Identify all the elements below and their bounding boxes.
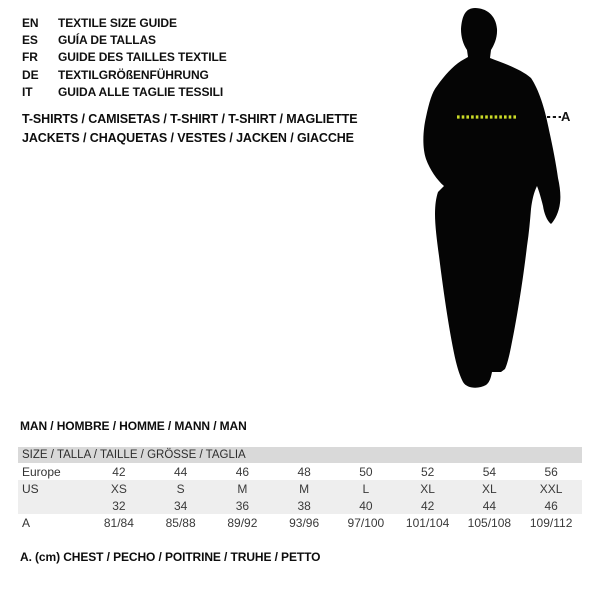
language-row <box>22 32 227 49</box>
size-cell: M <box>299 481 310 496</box>
size-cell: 44 <box>482 498 497 513</box>
man-silhouette-figure <box>380 0 600 420</box>
section-title-man: MAN / HOMBRE / HOMME / MANN / MAN <box>20 419 247 433</box>
size-cell: L <box>362 481 370 496</box>
size-cell: 46 <box>235 464 250 479</box>
language-row <box>22 84 227 101</box>
language-list <box>22 15 227 101</box>
size-cell: 32 <box>112 498 126 513</box>
table-row-numeric <box>18 497 582 514</box>
size-cell: 54 <box>482 464 497 479</box>
table-row-europe <box>18 463 582 480</box>
category-line-tshirts: T-SHIRTS / CAMISETAS / T-SHIRT / T-SHIRT / MAGLIETTE <box>22 112 358 126</box>
language-label: TEXTILE SIZE GUIDE <box>58 16 177 30</box>
language-code: EN <box>22 16 39 30</box>
language-label: GUIDA ALLE TAGLIE TESSILI <box>58 84 224 99</box>
size-cell: 34 <box>173 498 188 513</box>
language-code: DE <box>22 67 39 82</box>
size-cell: 52 <box>420 464 435 479</box>
language-row <box>22 49 227 66</box>
size-cell: 50 <box>359 464 373 479</box>
size-cell: 56 <box>544 464 558 479</box>
size-cell: 44 <box>173 464 188 479</box>
row-label: A <box>22 515 31 530</box>
size-cell: 97/100 <box>347 515 385 530</box>
table-row-us <box>18 480 582 497</box>
size-cell: XL <box>420 481 435 496</box>
size-cell: 48 <box>297 464 311 479</box>
size-cell: 101/104 <box>405 515 450 530</box>
measurement-footnote: A. (cm) CHEST / PECHO / POITRINE / TRUHE / PETTO <box>20 550 321 564</box>
language-label: TEXTILGRÖßENFÜHRUNG <box>58 67 209 82</box>
chest-measure-label: A <box>561 109 571 124</box>
row-label: US <box>22 481 39 496</box>
language-code: FR <box>22 50 38 65</box>
size-cell: S <box>176 481 185 496</box>
size-cell: 42 <box>112 464 126 479</box>
size-cell: 105/108 <box>467 515 512 530</box>
size-table <box>18 447 582 531</box>
size-cell: 85/88 <box>165 515 196 530</box>
size-table-header-row <box>18 447 582 463</box>
size-cell: 38 <box>297 498 311 513</box>
language-code: ES <box>22 33 38 48</box>
language-label: GUÍA DE TALLAS <box>58 33 156 48</box>
row-label: Europe <box>22 464 61 479</box>
size-cell: 109/112 <box>529 515 573 530</box>
size-cell: 46 <box>544 498 558 513</box>
size-cell: XL <box>482 481 497 496</box>
size-cell: 36 <box>235 498 250 513</box>
row-label <box>18 497 88 514</box>
size-cell: 89/92 <box>227 515 258 530</box>
man-silhouette-svg <box>380 0 600 420</box>
category-block <box>22 110 358 148</box>
size-cell: M <box>237 481 248 496</box>
size-cell: XS <box>110 481 127 496</box>
size-cell: 42 <box>420 498 435 513</box>
size-cell: XXL <box>539 481 563 496</box>
size-cell: 40 <box>359 498 373 513</box>
size-cell: 81/84 <box>103 515 134 530</box>
size-table-header: SIZE / TALLA / TAILLE / GRÖSSE / TAGLIA <box>22 449 246 461</box>
language-label: GUIDE DES TAILLES TEXTILE <box>58 50 227 65</box>
language-row <box>22 67 227 84</box>
table-row-chest-a <box>18 514 582 531</box>
language-code: IT <box>22 84 33 99</box>
language-row <box>22 15 227 32</box>
man-silhouette-shape <box>423 8 560 388</box>
category-line-jackets: JACKETS / CHAQUETAS / VESTES / JACKEN / GIACCHE <box>22 131 354 145</box>
size-cell: 93/96 <box>289 515 320 530</box>
